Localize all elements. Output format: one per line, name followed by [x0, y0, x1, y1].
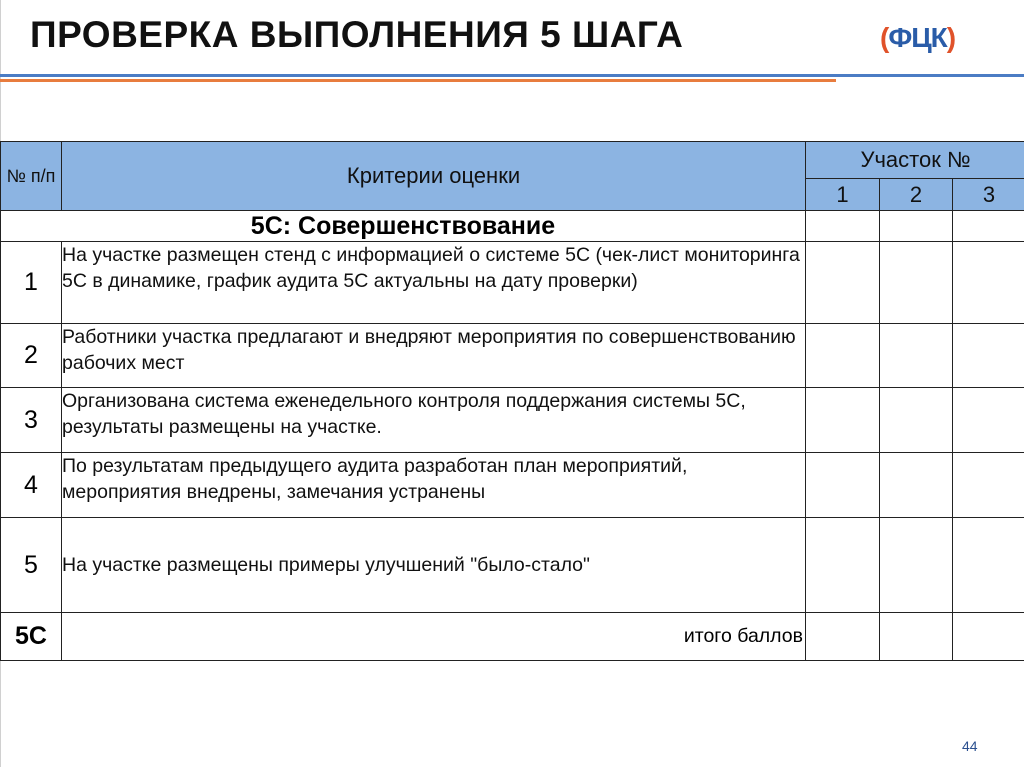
total-points-label: итого баллов: [62, 613, 806, 661]
criterion-text: На участке размещен стенд с информацией о системе 5С (чек-лист мониторинга 5С в динамике, график аудита 5С актуальны на дату проверки): [62, 242, 806, 324]
criterion-text: Работники участка предлагают и внедряют мероприятия по совершенствованию рабочих мест: [62, 324, 806, 388]
score-cell[interactable]: [953, 388, 1024, 453]
page-number: 44: [962, 738, 978, 754]
score-cell[interactable]: [880, 388, 953, 453]
row-number: 3: [1, 388, 62, 453]
total-score-cell[interactable]: [806, 613, 880, 661]
row-number: 1: [1, 242, 62, 324]
site-number-1: 1: [806, 179, 880, 211]
score-cell[interactable]: [806, 324, 880, 388]
logo-text: ФЦК: [888, 22, 947, 53]
section-title: 5С: Совершенствование: [1, 211, 806, 242]
row-number: 2: [1, 324, 62, 388]
score-cell[interactable]: [806, 388, 880, 453]
score-cell[interactable]: [953, 518, 1024, 613]
score-cell[interactable]: [880, 518, 953, 613]
score-cell[interactable]: [806, 211, 880, 242]
score-cell[interactable]: [953, 242, 1024, 324]
criterion-text: На участке размещены примеры улучшений "было-стало": [62, 518, 806, 613]
row-number: 5: [1, 518, 62, 613]
logo-left-bracket: (: [880, 22, 889, 53]
column-header-criteria: Критерии оценки: [62, 142, 806, 211]
header-rule-blue: [0, 74, 1024, 77]
row-number: 4: [1, 453, 62, 518]
score-cell[interactable]: [880, 211, 953, 242]
fck-logo: [880, 22, 955, 54]
score-cell[interactable]: [953, 453, 1024, 518]
score-cell[interactable]: [806, 242, 880, 324]
site-number-2: 2: [880, 179, 953, 211]
score-cell[interactable]: [880, 242, 953, 324]
score-cell[interactable]: [880, 453, 953, 518]
total-score-cell[interactable]: [953, 613, 1024, 661]
column-header-site: Участок №: [806, 142, 1024, 179]
total-score-cell[interactable]: [880, 613, 953, 661]
criteria-table: [0, 141, 1024, 661]
score-cell[interactable]: [953, 211, 1024, 242]
site-number-3: 3: [953, 179, 1024, 211]
total-row-label: 5С: [1, 613, 62, 661]
score-cell[interactable]: [880, 324, 953, 388]
criterion-text: Организована система еженедельного контроля поддержания системы 5С, результаты размещены на участке.: [62, 388, 806, 453]
header-rule-orange: [0, 79, 836, 82]
score-cell[interactable]: [806, 518, 880, 613]
criterion-text: По результатам предыдущего аудита разработан план мероприятий, мероприятия внедрены, замечания устранены: [62, 453, 806, 518]
logo-right-bracket: ): [946, 22, 956, 53]
score-cell[interactable]: [806, 453, 880, 518]
score-cell[interactable]: [953, 324, 1024, 388]
page-title: ПРОВЕРКА ВЫПОЛНЕНИЯ 5 ШАГА: [30, 14, 684, 55]
column-header-number: № п/п: [1, 142, 62, 211]
